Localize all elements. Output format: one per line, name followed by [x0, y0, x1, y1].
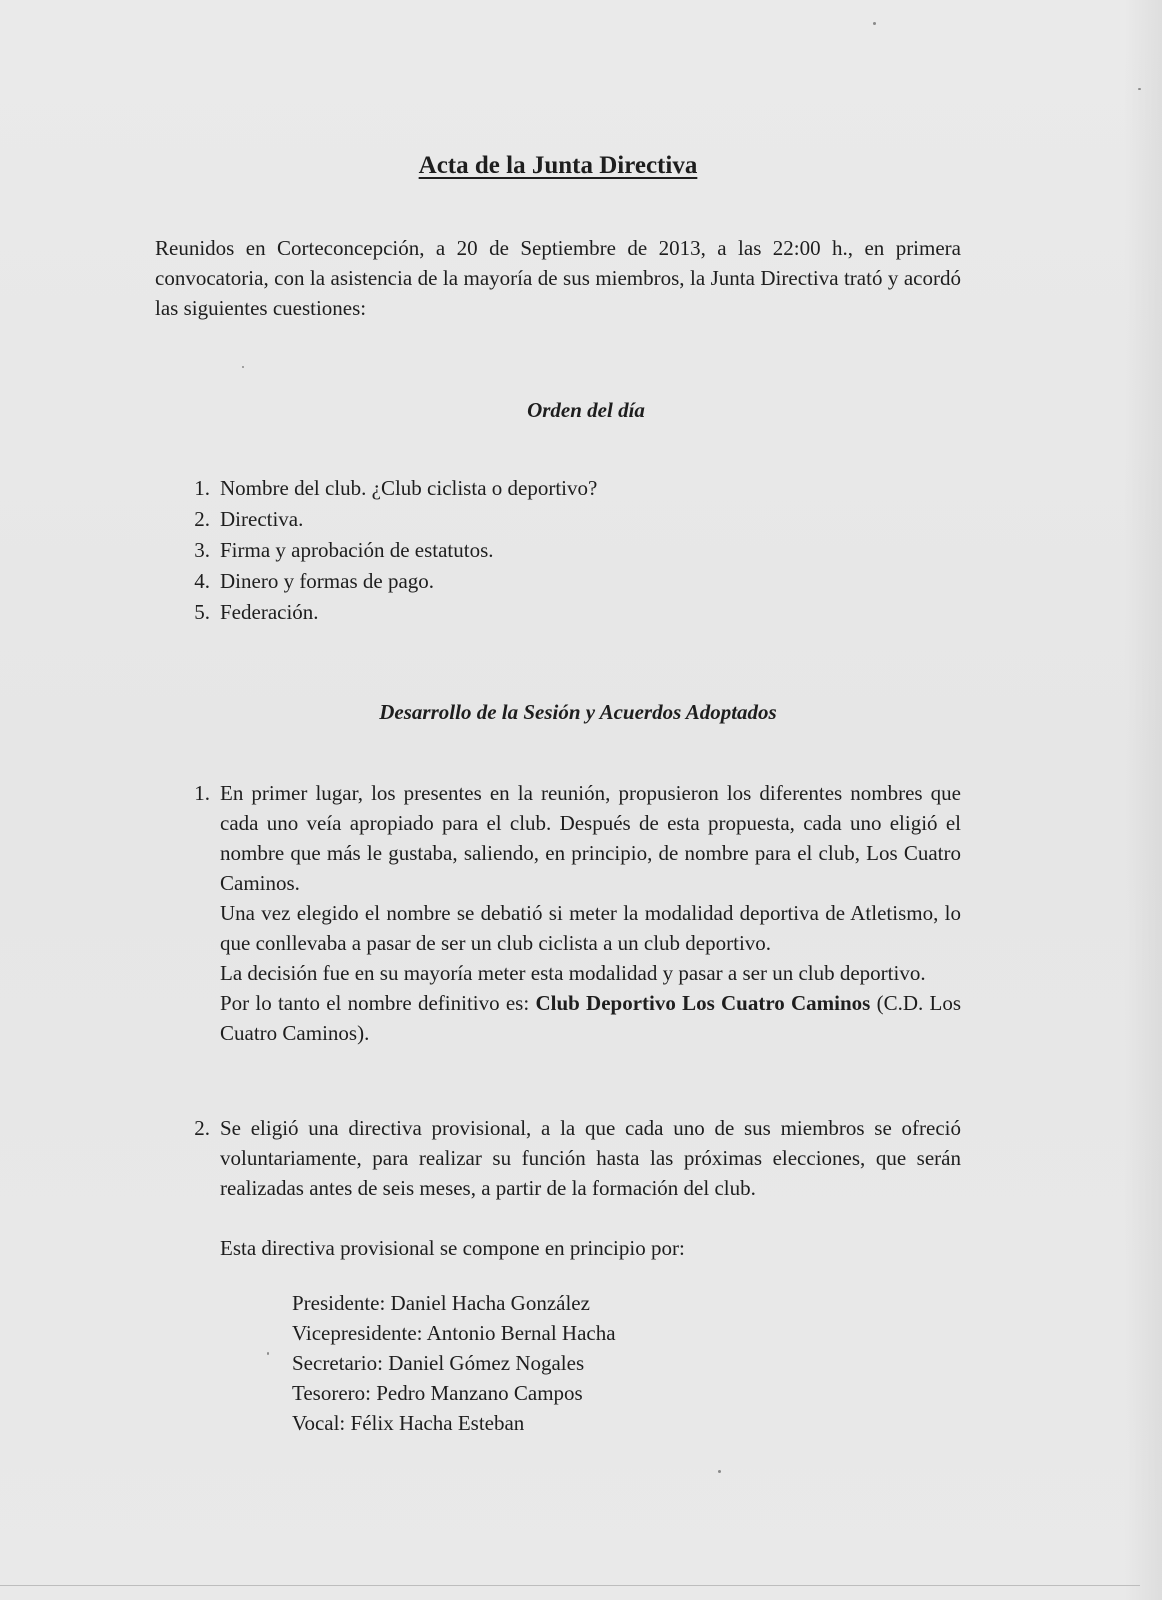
- point-paragraph: La decisión fue en su mayoría meter esta modalidad y pasar a ser un club deportivo.: [220, 961, 926, 985]
- intro-paragraph: Reunidos en Corteconcepción, a 20 de Septiembre de 2013, a las 22:00 h., en primera convocatoria, con la asistencia de la mayoría de sus miembros, la Junta Directiva trató y acordó las siguientes cuestiones:: [155, 236, 961, 320]
- final-name-prefix: Por lo tanto el nombre definitivo es:: [220, 991, 536, 1015]
- board-member: Vocal: Félix Hacha Esteban: [292, 1411, 525, 1435]
- scan-speck: [1138, 88, 1141, 90]
- agenda-item-text: Directiva.: [220, 507, 304, 531]
- agreement-point-1: [155, 778, 961, 1048]
- final-name-paragraph: [220, 988, 961, 1048]
- agenda-heading: Orden del día: [527, 398, 645, 422]
- board-member: Vicepresidente: Antonio Bernal Hacha: [292, 1321, 616, 1345]
- agenda-item-number: 1.: [194, 476, 210, 500]
- scan-speck: [873, 22, 876, 25]
- point-body: [220, 1113, 961, 1263]
- agenda-item: [155, 597, 597, 628]
- point-paragraph: Una vez elegido el nombre se debatió si meter la modalidad deportiva de Atletismo, lo que conllevaba a pasar de ser un club ciclista a un club deportivo.: [220, 901, 961, 955]
- agenda-item-number: 5.: [194, 600, 210, 624]
- point-body: [220, 778, 961, 1048]
- agenda-item-number: 3.: [194, 538, 210, 562]
- agenda-item: [155, 504, 597, 535]
- page-edge-shadow: [1124, 0, 1162, 1600]
- agenda-item: [155, 535, 597, 566]
- point-paragraph: Se eligió una directiva provisional, a la que cada uno de sus miembros se ofreció voluntariamente, para realizar su función hasta las próximas elecciones, que serán realizadas antes de seis meses, a partir de la formación del club.: [220, 1116, 961, 1200]
- agenda-item-text: Dinero y formas de pago.: [220, 569, 435, 593]
- board-member: Secretario: Daniel Gómez Nogales: [292, 1351, 585, 1375]
- agenda-item: [155, 566, 597, 597]
- board-member: Tesorero: Pedro Manzano Campos: [292, 1381, 583, 1405]
- point-paragraph: Esta directiva provisional se compone en principio por:: [220, 1236, 685, 1260]
- point-number: 2.: [194, 1116, 210, 1140]
- final-name-suffix: (C.D. Los Cuatro Caminos).: [220, 991, 961, 1045]
- club-official-name: Club Deportivo Los Cuatro Caminos: [535, 991, 871, 1015]
- page-bottom-edge: [0, 1585, 1140, 1586]
- agenda-item: [155, 473, 597, 504]
- scan-speck: [242, 366, 244, 368]
- agenda-item-text: Nombre del club. ¿Club ciclista o deportivo?: [220, 476, 598, 500]
- agenda-list: [155, 473, 597, 628]
- development-heading: Desarrollo de la Sesión y Acuerdos Adoptados: [379, 700, 777, 724]
- board-members-list: [292, 1288, 616, 1438]
- board-member: Presidente: Daniel Hacha González: [292, 1291, 590, 1315]
- scan-speck: [718, 1470, 721, 1473]
- agenda-item-text: Firma y aprobación de estatutos.: [220, 538, 494, 562]
- agreement-point-2: [155, 1113, 961, 1263]
- document-title: Acta de la Junta Directiva: [418, 152, 698, 179]
- agenda-item-text: Federación.: [220, 600, 319, 624]
- agenda-item-number: 2.: [194, 507, 210, 531]
- point-number: 1.: [194, 781, 210, 805]
- point-paragraph: En primer lugar, los presentes en la reunión, propusieron los diferentes nombres que cada uno veía apropiado para el club. Después de esta propuesta, cada uno eligió el nombre que más le gustaba, saliendo, en principio, de nombre para el club, Los Cuatro Caminos.: [220, 781, 961, 895]
- agenda-item-number: 4.: [194, 569, 210, 593]
- scan-speck: [267, 1352, 269, 1355]
